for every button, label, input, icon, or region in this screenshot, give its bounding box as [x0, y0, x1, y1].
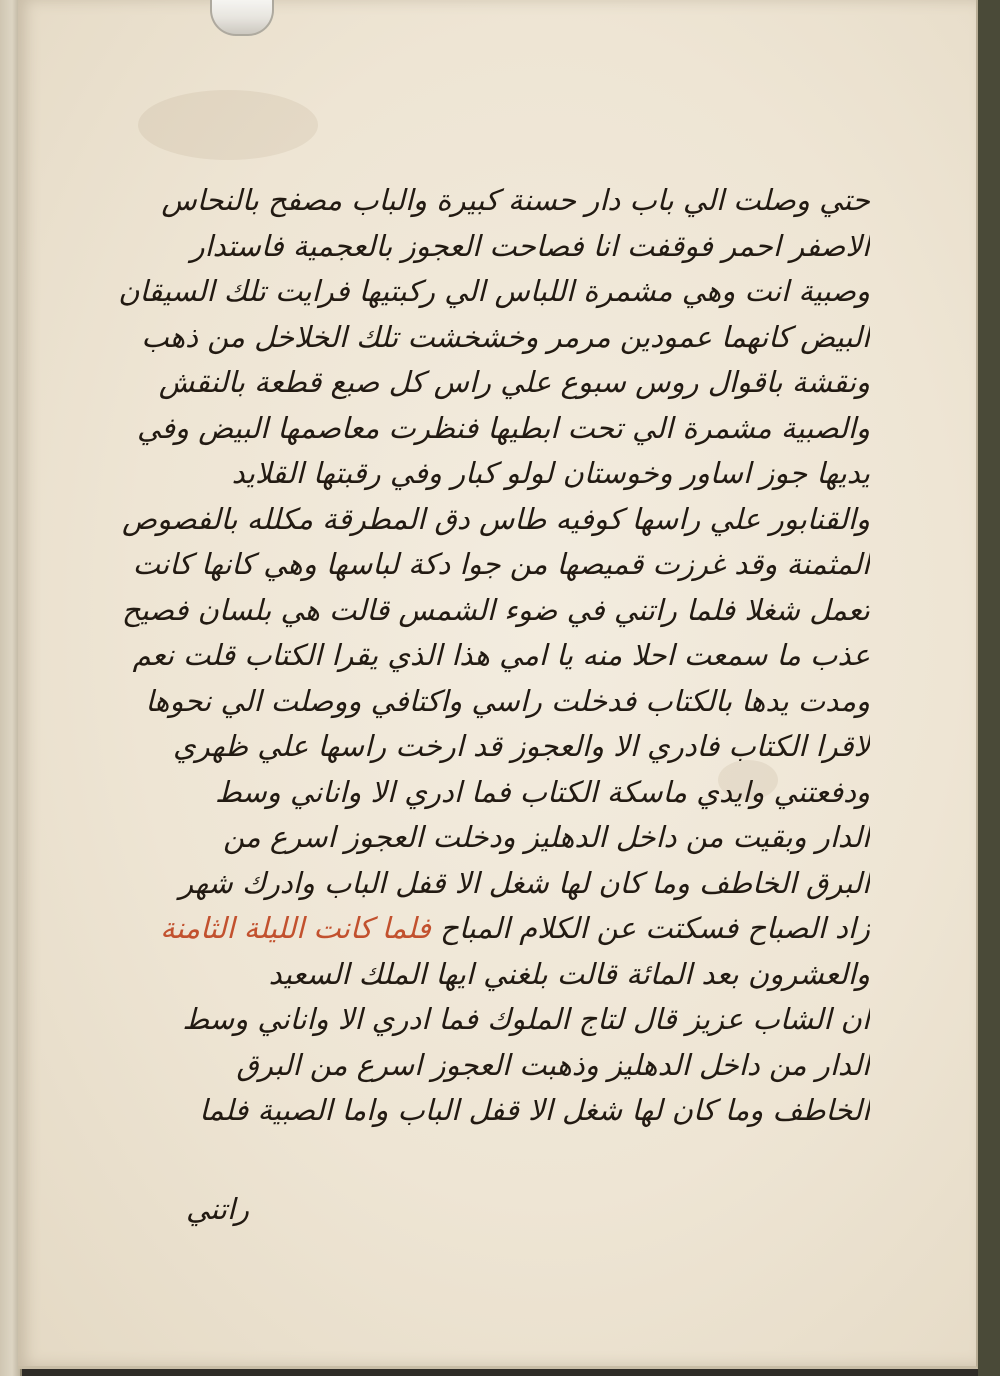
text-line: يديها جوز اساور وخوستان لولو كبار وفي رقبتها القلايد [231, 456, 870, 490]
text-line: ونقشة باقوال روس سبوع علي راس كل صبع قطعة بالنقش [158, 365, 870, 399]
text-line: الخاطف وما كان لها شغل الا قفل الباب واما الصبية فلما [199, 1093, 870, 1127]
text-line: الاصفر احمر فوقفت انا فصاحت العجوز بالعجمية فاستدار [190, 228, 870, 263]
manuscript-text [110, 178, 870, 1134]
text-line: البرق الخاطف وما كان لها شغل الا قفل الباب وادرك شهر [179, 865, 870, 900]
text-line: والصبية مشمرة الي تحت ابطيها فنظرت معاصمها البيض وفي [136, 410, 870, 445]
rubric-heading: فلما كانت الليلة الثامنة [160, 911, 431, 945]
scan-background-strip [978, 0, 1000, 1376]
catchword: راتني [186, 1192, 250, 1226]
text-line: لاقرا الكتاب فادري الا والعجوز قد ارخت راسها علي ظهري [172, 729, 870, 763]
text-line: عذب ما سمعت احلا منه يا امي هذا الذي يقرا الكتاب قلت نعم [132, 638, 870, 672]
text-line: البيض كانهما عمودين مرمر وخشخشت تلك الخلاخل من ذهب [141, 319, 870, 354]
text-line: والقنابور علي راسها كوفيه طاس دق المطرقة مكلله بالفصوص [121, 501, 870, 536]
text-line: المثمنة وقد غرزت قميصها من جوا دكة لباسها وهي كانها كانت [132, 547, 870, 581]
text-line: وصبية انت وهي مشمرة اللباس الي ركبتيها فرايت تلك السيقان [118, 274, 870, 308]
text-line: الدار من داخل الدهليز وذهبت العجوز اسرع من البرق [236, 1047, 870, 1082]
text-line: زاد الصباح فسكتت عن الكلام المباح فلما كانت الليلة الثامنة [160, 911, 870, 945]
text-line: ومدت يدها بالكتاب فدخلت راسي واكتافي ووصلت الي نحوها [145, 683, 870, 718]
text-line: والعشرون بعد المائة قالت بلغني ايها الملك السعيد [268, 956, 870, 991]
text-line: ودفعتني وايدي ماسكة الكتاب فما ادري الا واناني وسط [214, 774, 870, 809]
text-line: تعمل شغلا فلما راتني في ضوء الشمس قالت هي بلسان فصيح [121, 592, 870, 627]
text-line: حتي وصلت الي باب دار حسنة كبيرة والباب مصفح بالنحاس [161, 183, 870, 217]
text-line: ان الشاب عزيز قال لتاج الملوك فما ادري الا واناني وسط [182, 1002, 870, 1036]
text-line: الدار وبقيت من داخل الدهليز ودخلت العجوز اسرع من [223, 820, 870, 854]
paper-stain [138, 90, 318, 160]
